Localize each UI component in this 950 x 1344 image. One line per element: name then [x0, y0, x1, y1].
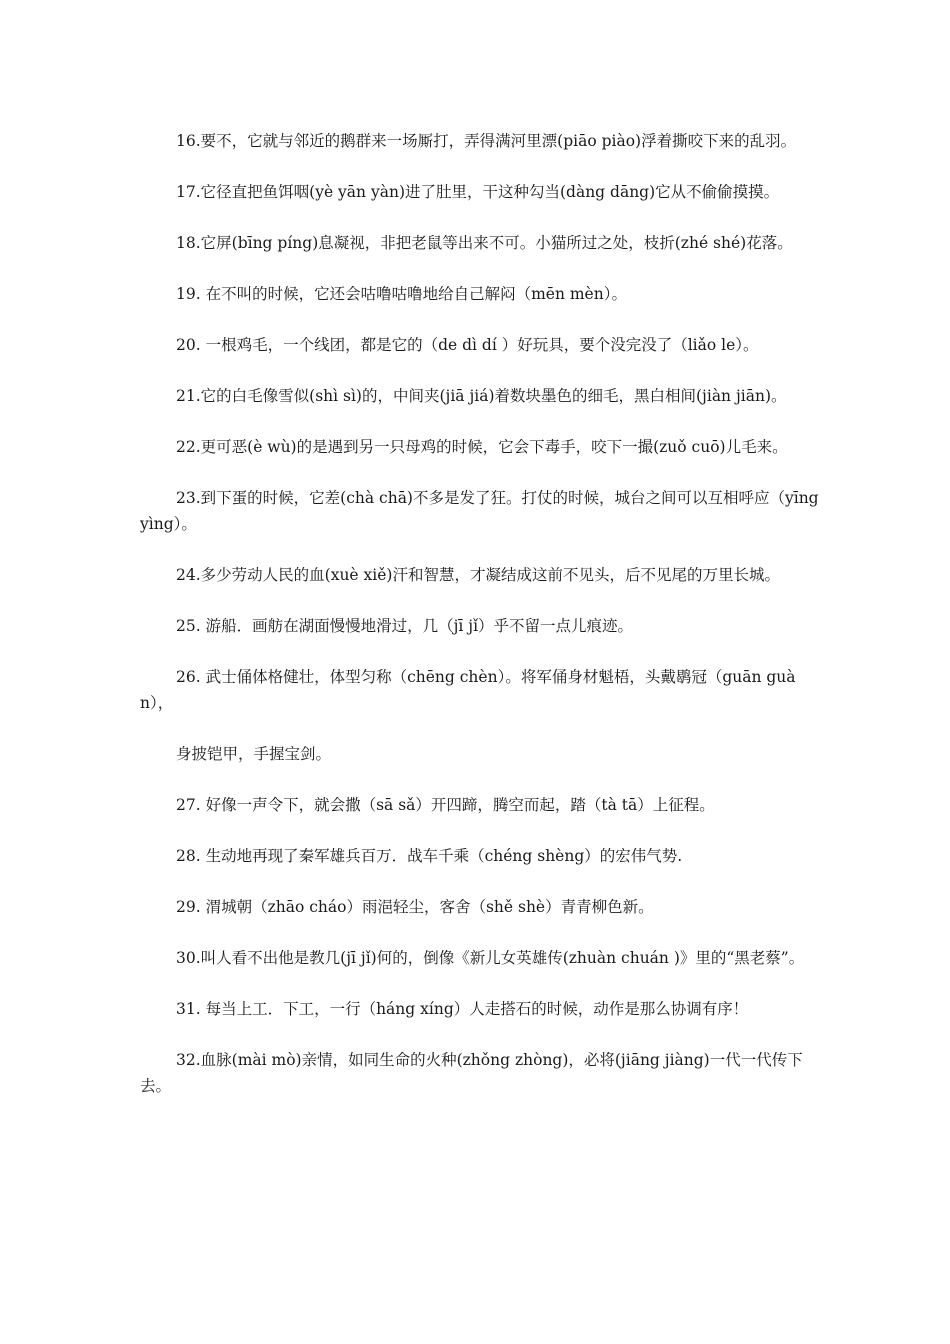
- paragraph-31: 31. 每当上工．下工，一行（háng xíng）人走搭石的时候，动作是那么协调有序！: [176, 1000, 749, 1018]
- paragraph-32: 32.血脉(mài mò)亲情，如同生命的火种(zhǒng zhòng)，必将(jiāng jiàng)一代一代传下去。: [140, 1051, 803, 1095]
- paragraph-26: 26. 武士俑体格健壮，体型匀称（chēng chèn）。将军俑身材魁梧，头戴鹖冠（guān guàn），: [140, 668, 796, 712]
- paragraph-16: 16.要不，它就与邻近的鹅群来一场厮打，弄得满河里漂(piāo piào)浮着撕咬下来的乱羽。: [176, 132, 797, 150]
- paragraph-22: 22.更可恶(è wù)的是遇到另一只母鸡的时候，它会下毒手，咬下一撮(zuǒ cuō)儿毛来。: [176, 438, 788, 456]
- paragraph-23: 23.到下蛋的时候，它差(chà chā)不多是发了狂。打仗的时候，城台之间可以互相呼应（yīng yìng）。: [140, 489, 819, 533]
- paragraph-27: 27. 好像一声令下，就会撒（sā sǎ）开四蹄，腾空而起，踏（tà tā）上征程。: [176, 796, 715, 814]
- paragraph-20: 20. 一根鸡毛，一个线团，都是它的（de dì dí ）好玩具，要个没完没了（liǎo le）。: [176, 336, 759, 354]
- paragraph-30: 30.叫人看不出他是教几(jī jǐ)何的，倒像《新儿女英雄传(zhuàn chuán )》里的“黑老蔡”。: [176, 949, 805, 967]
- paragraph-18: 18.它屏(bīng píng)息凝视，非把老鼠等出来不可。小猫所过之处，枝折(zhé shé)花落。: [176, 234, 793, 252]
- paragraph-25: 25. 游船．画舫在湖面慢慢地滑过，几（jī jǐ）乎不留一点儿痕迹。: [176, 617, 634, 635]
- paragraph-24: 24.多少劳动人民的血(xuè xiě)汗和智慧，才凝结成这前不见头，后不见尾的万里长城。: [176, 566, 780, 584]
- paragraph-26-continued: 身披铠甲，手握宝剑。: [176, 745, 332, 763]
- paragraph-21: 21.它的白毛像雪似(shì sì)的，中间夹(jiā jiá)着数块墨色的细毛，黑白相间(jiàn jiān)。: [176, 387, 787, 405]
- paragraph-17: 17.它径直把鱼饵咽(yè yān yàn)进了肚里，干这种勾当(dàng dāng)它从不偷偷摸摸。: [176, 183, 780, 201]
- paragraph-28: 28. 生动地再现了秦军雄兵百万．战车千乘（chéng shèng）的宏伟气势.: [176, 847, 683, 865]
- paragraph-19: 19. 在不叫的时候，它还会咕噜咕噜地给自己解闷（mēn mèn）。: [176, 285, 627, 303]
- paragraph-29: 29. 渭城朝（zhāo cháo）雨浥轻尘，客舍（shě shè）青青柳色新。: [176, 898, 654, 916]
- document-body: [140, 128, 820, 1124]
